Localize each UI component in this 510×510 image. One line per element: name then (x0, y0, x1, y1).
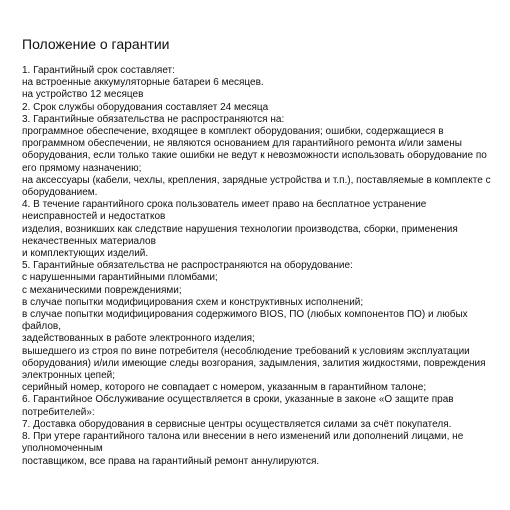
text-line: 3. Гарантийные обязательства не распространяются на: (22, 113, 285, 125)
warranty-document (22, 35, 492, 468)
text-line: 2. Срок службы оборудования составляет 24 месяца (22, 101, 269, 113)
text-line: задействованных в работе электронного изделия; (22, 333, 255, 345)
text-line: с нарушенными гарантийными пломбами; (22, 272, 218, 284)
document-body (22, 65, 492, 468)
text-line: 7. Доставка оборудования в сервисные центры осуществляется силами за счёт покупателя. (22, 418, 452, 430)
text-line: 6. Гарантийное Обслуживание осуществляется в сроки, указанные в законе «О защите прав потребителей»: (22, 394, 454, 418)
text-line: на аксессуары (кабели, чехлы, крепления, зарядные устройства и т.п.), поставляемые в комплекте с оборудованием. (22, 174, 491, 199)
text-line: серийный номер, которого не совпадает с номером, указанным в гарантийном талоне; (22, 382, 427, 394)
document-title: Положение о гарантии (22, 36, 170, 52)
text-line: 8. При утере гарантийного талона или внесении в него изменений или дополнений лицами, не уполномоченным (22, 431, 464, 455)
text-line: 5. Гарантийные обязательства не распространяются на оборудование: (22, 260, 353, 272)
text-line: и комплектующих изделий. (22, 248, 149, 260)
text-line: на встроенные аккумуляторные батареи 6 месяцев. (22, 77, 264, 89)
text-line: на устройство 12 месяцев (22, 89, 144, 101)
text-line: программное обеспечение, входящее в комплект оборудования; ошибки, содержащиеся в программном обеспечении, не являются основанием для гарантийного ремонта и/или замены оборудования, если только такие ошибки не ведут к невозможности использовать оборудование по его прямому назначению; (22, 126, 487, 174)
text-line: вышедшего из строя по вине потребителя (несоблюдение требований к условиям эксплуатации оборудования) и/или имеющие следы возгорания, задымления, залития жидкостями, повреждения электронных цепей; (22, 345, 486, 382)
text-line: изделия, возникших как следствие нарушения технологии производства, сборки, применения некачественных материалов (22, 223, 458, 247)
text-line: в случае попытки модифицирования содержимого BIOS, ПО (любых компонентов ПО) и любых файлов, (22, 309, 468, 333)
text-line: поставщиком, все права на гарантийный ремонт аннулируются. (22, 455, 320, 467)
text-line: в случае попытки модифицирования схем и конструктивных исполнений; (22, 296, 364, 308)
text-line: 4. В течение гарантийного срока пользователь имеет право на бесплатное устранение неисправностей и недостатков (22, 199, 427, 223)
text-line: с механическими повреждениями; (22, 284, 182, 296)
text-line: 1. Гарантийный срок составляет: (22, 65, 175, 76)
